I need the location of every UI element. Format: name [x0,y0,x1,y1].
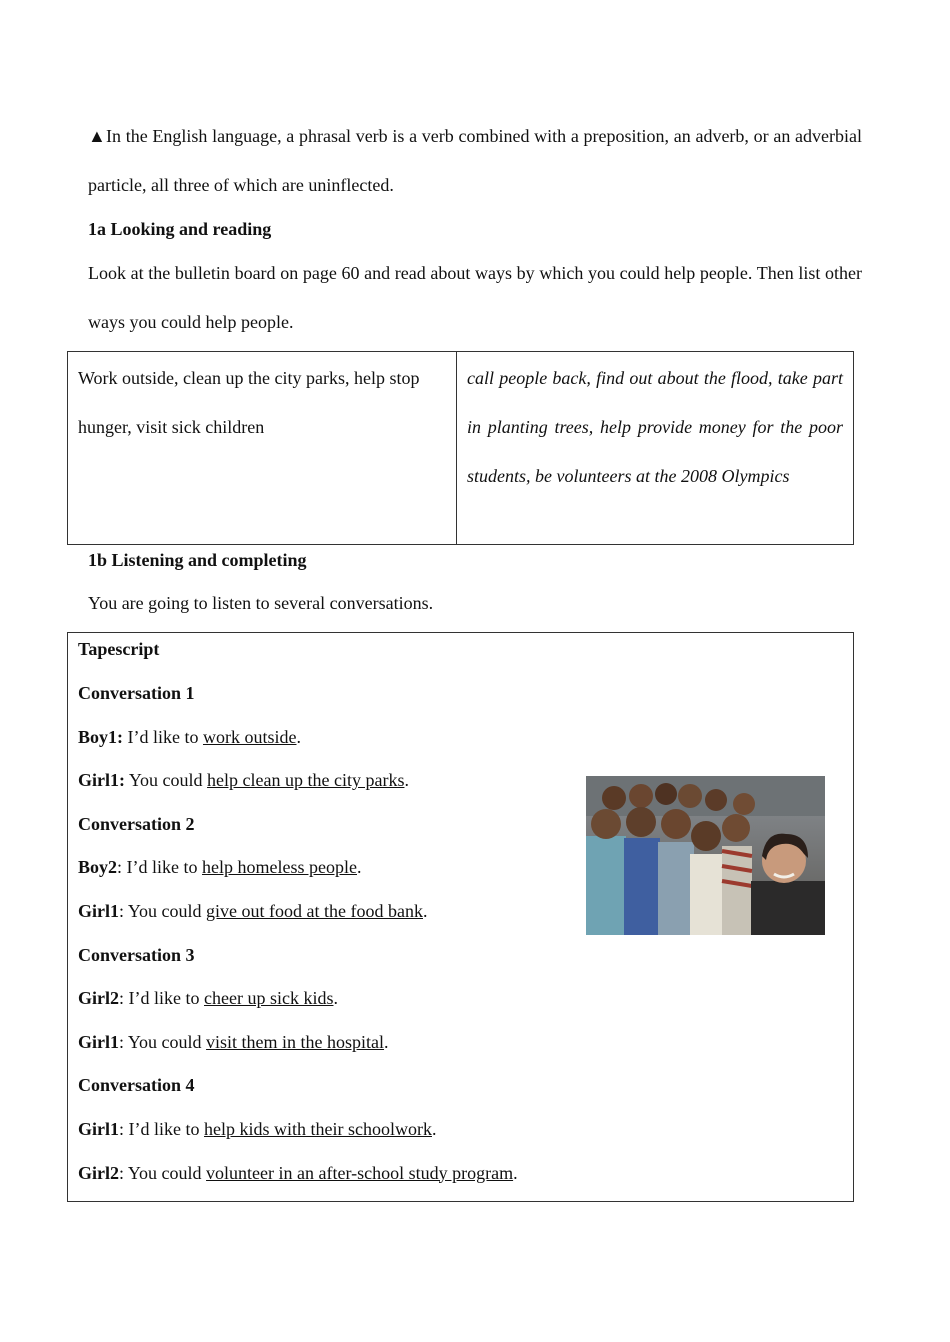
speaker-label: Boy1: [78,726,123,747]
tapescript-title: Tapescript [78,639,160,659]
speaker-label: Girl1 [78,901,119,921]
ways-table-row [68,352,854,545]
conversation-heading: Conversation 3 [78,944,195,965]
section-1a-heading: 1a Looking and reading [88,219,272,239]
answer-text: give out food at the food bank [206,901,423,921]
triangle-marker-icon: ▲ [88,126,107,146]
dialogue-line: Girl2: I’d like to cheer up sick kids. [78,988,338,1009]
dialogue-line: Girl1: I’d like to help kids with their schoolwork. [78,1119,437,1139]
conversation-heading: Conversation 4 [78,1075,195,1096]
ways-given-cell: Work outside, clean up the city parks, help stop hunger, visit sick children [68,352,457,545]
answer-text: visit them in the hospital [206,1031,385,1052]
answer-text: volunteer in an after-school study program [206,1162,514,1183]
tapescript-box [67,632,854,1202]
section-1b-heading: 1b Listening and completing [88,550,307,570]
answer-text: cheer up sick kids [204,988,334,1009]
dialogue-line: Boy1: I’d like to work outside. [78,726,301,747]
answer-text: work outside [202,726,297,747]
answer-text: help kids with their schoolwork [204,1119,432,1139]
intro-paragraph [88,112,862,210]
dialogue-line: Girl2: You could volunteer in an after-school study program. [78,1162,518,1183]
speaker-label: Boy2 [78,857,118,878]
dialogue-line: Boy2: I’d like to help homeless people. [78,857,362,878]
answer-text: help clean up the city parks [207,770,405,791]
dialogue-line: Girl1: You could help clean up the city parks. [78,770,409,791]
dialogue-line: Girl1: You could give out food at the food bank. [78,901,428,921]
speaker-label: Girl2 [78,1162,119,1183]
conversation-heading: Conversation 1 [78,683,195,703]
speaker-label: Girl2 [78,988,119,1009]
ways-table [67,351,854,545]
speaker-label: Girl1: [78,770,125,791]
speaker-label: Girl1 [78,1031,119,1052]
answer-text: help homeless people [202,857,357,878]
dialogue-line: Girl1: You could visit them in the hospital. [78,1031,389,1052]
intro-text: In the English language, a phrasal verb is a verb combined with a preposition, an adverb, or an adverbial particle, all three of which are uninflected. [88,126,862,195]
speaker-label: Girl1 [78,1119,119,1139]
children-volunteer-photo-icon [586,776,825,935]
section-1a-instruction: Look at the bulletin board on page 60 and read about ways by which you could help people. Then list other ways you could help people. [88,263,862,332]
section-1b-instruction: You are going to listen to several conversations. [88,593,434,613]
conversation-heading: Conversation 2 [78,813,195,834]
ways-other-cell: call people back, find out about the flood, take part in planting trees, help provide money for the poor students, be volunteers at the 2008 Olympics [457,352,854,545]
